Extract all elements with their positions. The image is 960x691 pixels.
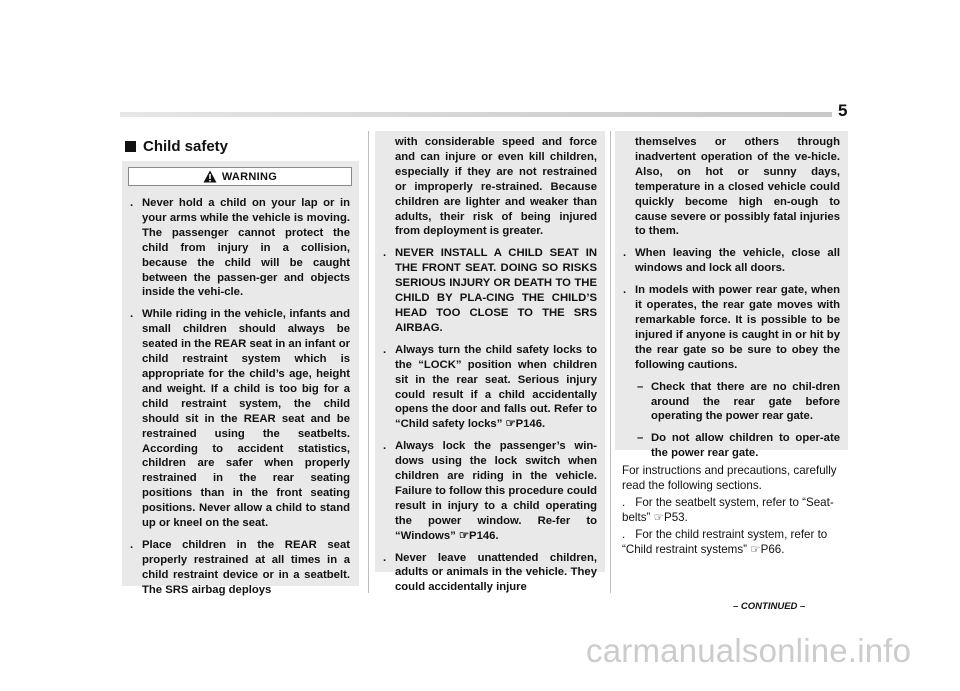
continued-paragraph: with considerable speed and force and can injure or even kill children, especially if they are not restrained or improperly re-strained. Because children are lighter and weaker than adults, their risk of being injured from deployment is greater. xyxy=(395,136,597,238)
list-item-text: Always lock the passenger’s win-dows using the lock switch when children are riding in the vehicle. Failure to follow this procedure could result in injury to a child operating the power window. Re-fer to “Windows” ☞P146. xyxy=(395,440,597,542)
bullet-mark: . xyxy=(622,527,626,541)
list-item-text: In models with power rear gate, when it operates, the rear gate moves with remarkable force. It is possible to be injured if anyone is caught in or hit by the rear gate so be sure to obey the following cautions. xyxy=(635,284,840,371)
warning-label: WARNING xyxy=(221,170,278,183)
list-item xyxy=(622,495,847,526)
sub-list-item-text: Check that there are no chil-dren around the rear gate before operating the power rear gate. xyxy=(651,380,840,423)
page-number: 5 xyxy=(838,101,848,120)
reference-link[interactable]: For the child restraint system, refer to “Child restraint systems” ☞P66. xyxy=(622,527,828,557)
warning-text xyxy=(623,135,840,468)
warning-panel-continued xyxy=(375,131,605,594)
column-divider xyxy=(610,131,611,593)
watermark: carmanualsonline.info xyxy=(586,632,912,669)
warning-panel xyxy=(122,161,359,596)
sub-list-item xyxy=(623,380,840,425)
list-item xyxy=(383,551,597,596)
bullet-mark: . xyxy=(623,247,627,260)
square-bullet-icon xyxy=(125,141,136,152)
list-item-text: While riding in the vehicle, infants and small children should always be seated in the REAR seat in an infant or child restraint system which is appropriate for the child’s age, height and weight. If a child is too big for a child restraint system, the child should sit in the REAR seat and be restrained using the seatbelts. According to accident statistics, children are safer when properly restrained in the rear seating positions than in the front seating positions. Never allow a child to stand up or kneel on the seat. xyxy=(142,308,350,530)
warning-triangle-icon xyxy=(203,170,217,183)
warning-panel-continued xyxy=(615,131,848,460)
list-item xyxy=(623,246,840,276)
warning-text xyxy=(383,135,597,602)
list-item-text: Place children in the REAR seat properly restrained at all times in a child restraint device or in a seatbelt. The SRS airbag deploys xyxy=(142,538,350,596)
bullet-mark: . xyxy=(383,247,387,260)
warning-header xyxy=(128,167,352,186)
continued-footer: – CONTINUED – xyxy=(733,601,806,612)
bullet-mark: . xyxy=(622,495,626,509)
list-item xyxy=(130,307,350,531)
bullet-mark: . xyxy=(623,284,627,297)
dash-mark: – xyxy=(637,432,644,445)
list-item-text: NEVER INSTALL A CHILD SEAT IN THE FRONT SEAT. DOING SO RISKS SERIOUS INJURY OR DEATH TO THE CHILD BY PLA-CING THE CHILD’S HEAD TOO CLOSE TO THE SRS AIRBAG. xyxy=(395,247,597,334)
reference-notes xyxy=(622,463,847,558)
list-item-text: Always turn the child safety locks to the “LOCK” position when children sit in the rear seat. Serious injury could result if a child accidentally opens the door and falls out. Refer to “Child safety locks” ☞P146. xyxy=(395,343,597,431)
bullet-mark: . xyxy=(130,197,134,209)
bullet-mark: . xyxy=(383,551,387,564)
bullet-mark: . xyxy=(130,308,134,321)
list-item xyxy=(383,439,597,543)
list-item xyxy=(622,527,847,558)
column-divider xyxy=(368,131,369,593)
list-item xyxy=(383,343,597,432)
section-heading xyxy=(125,138,228,155)
dash-mark: – xyxy=(637,380,644,393)
notes-intro: For instructions and precautions, carefully read the following sections. xyxy=(622,464,837,493)
section-title: Child safety xyxy=(143,138,229,155)
continued-paragraph: themselves or others through inadvertent operation of the ve-hicle. Also, on hot or sunny days, temperature in a closed vehicle could quickly become high en-ough to cause severe or possibly fatal injuries to them. xyxy=(635,136,840,238)
sub-list-item xyxy=(623,431,840,461)
list-item xyxy=(130,538,350,598)
bullet-mark: . xyxy=(130,538,134,551)
list-item-text: When leaving the vehicle, close all windows and lock all doors. xyxy=(635,247,840,275)
warning-text xyxy=(130,196,350,605)
reference-link[interactable]: For the seatbelt system, refer to “Seat-belts” ☞P53. xyxy=(622,495,834,525)
bullet-mark: . xyxy=(383,343,387,356)
list-item-text: Never hold a child on your lap or in your arms while the vehicle is moving. The passenger cannot protect the child from injury in a collision, because the child will be caught between the passen-ger and objects inside the vehi-cle. xyxy=(142,197,350,299)
list-item-text: Never leave unattended children, adults or animals in the vehicle. They could accidentally injure xyxy=(395,551,597,594)
list-item xyxy=(383,246,597,335)
list-item xyxy=(623,283,840,372)
list-item xyxy=(130,196,350,300)
sub-list-item-text: Do not allow children to oper-ate the power rear gate. xyxy=(651,432,840,460)
bullet-mark: . xyxy=(383,440,387,453)
header-rule xyxy=(120,112,832,117)
